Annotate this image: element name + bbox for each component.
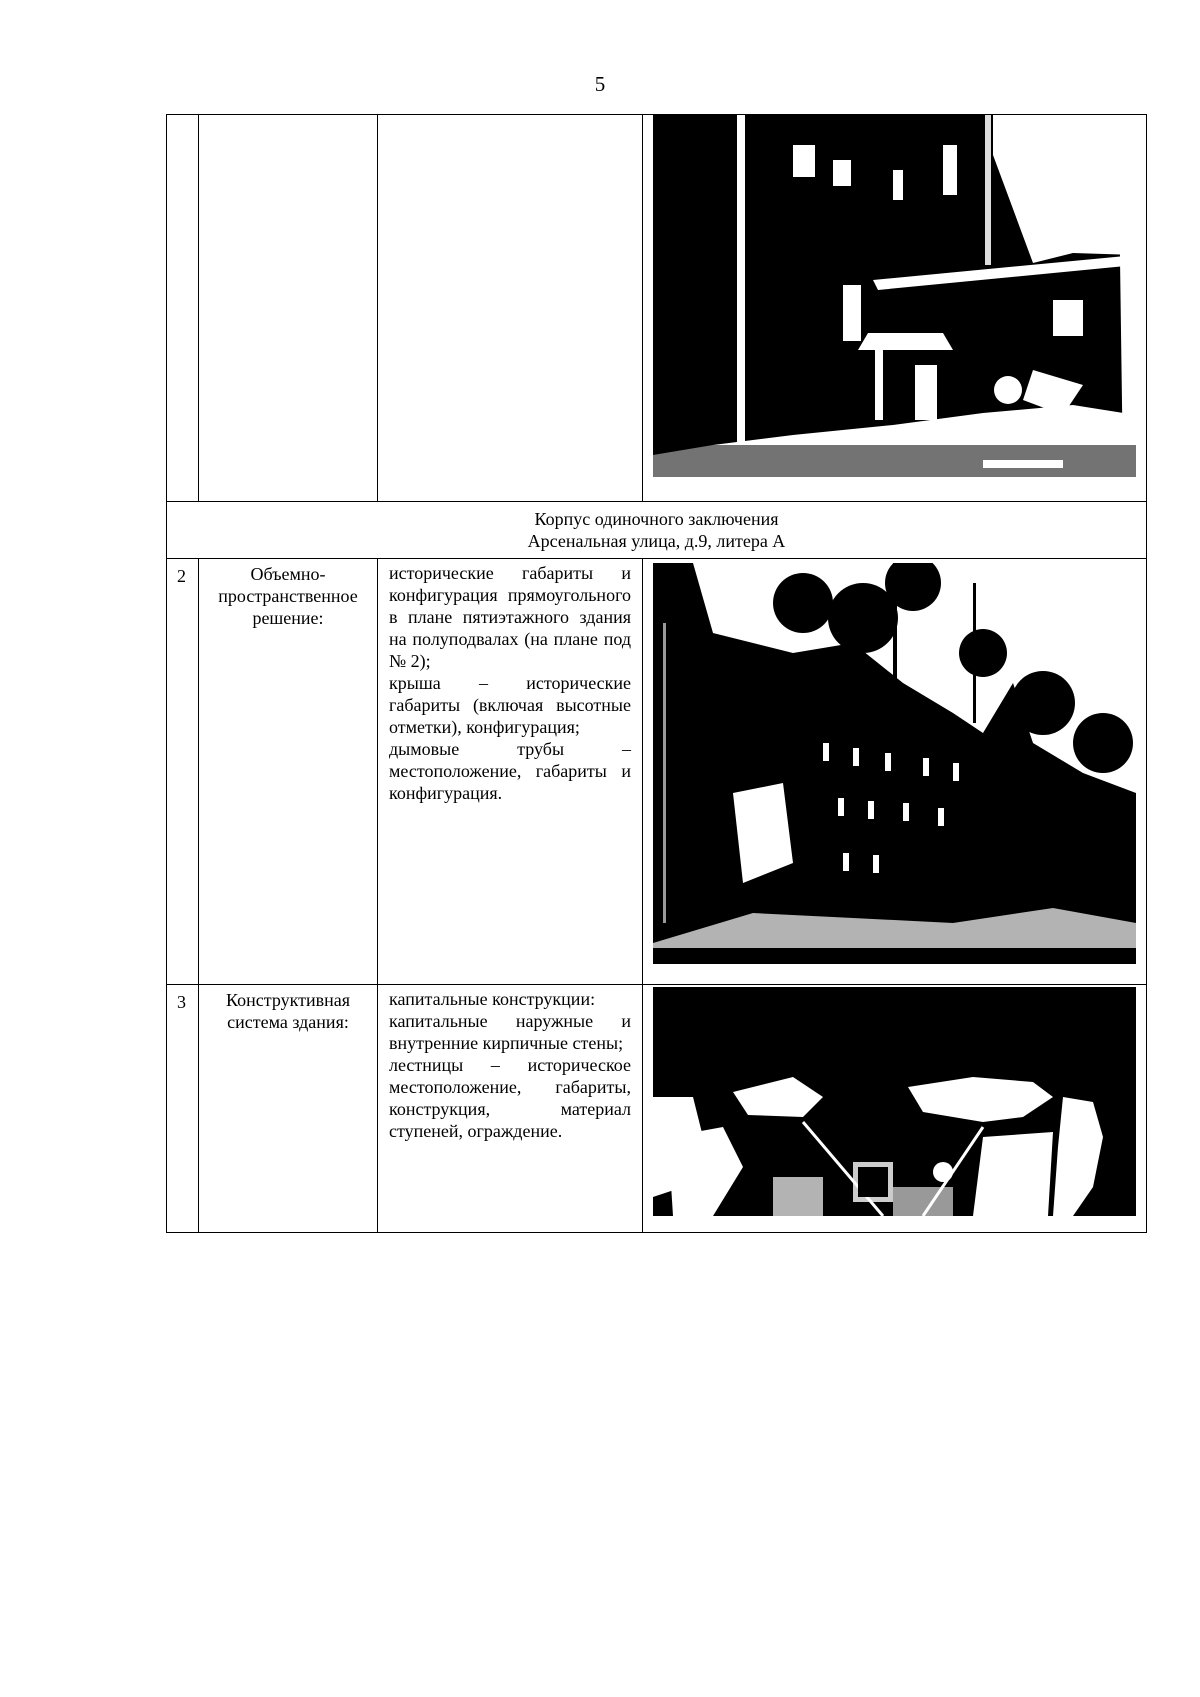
- table-row-3: [167, 985, 1147, 1233]
- page-number: 5: [594, 72, 606, 96]
- cell-number-empty: [167, 115, 199, 502]
- description-paragraph: крыша – исторические габариты (включая высотные отметки), конфигурация;: [389, 673, 631, 737]
- heritage-table: [166, 114, 1147, 1233]
- table-row-2: [167, 559, 1147, 985]
- table-row-section-heading: [167, 502, 1147, 559]
- table-row-continuation: [167, 115, 1147, 502]
- photo-building-courtyard: [653, 115, 1136, 477]
- row-name-line: Конструктивная: [226, 990, 350, 1010]
- description-paragraph: исторические габариты и конфигурация прямоугольного в плане пятиэтажного здания на полуподвалах (на плане под № 2);: [389, 563, 631, 671]
- description-paragraph: капитальные наружные и внутренние кирпичные стены;: [389, 1011, 631, 1053]
- row-name: [199, 985, 378, 1233]
- row-name: [199, 559, 378, 985]
- row-name-line: Объемно-: [250, 564, 326, 584]
- photo-staircase-interior: [653, 987, 1136, 1216]
- photo-building-exterior: [653, 563, 1136, 964]
- row-name-line: решение:: [252, 608, 324, 628]
- row-description: [378, 559, 643, 985]
- row-number: 2: [167, 559, 199, 985]
- section-heading-address: Арсенальная улица, д.9, литера А: [527, 531, 786, 551]
- section-heading-title: Корпус одиночного заключения: [534, 509, 779, 529]
- cell-name-empty: [199, 115, 378, 502]
- row-number: 3: [167, 985, 199, 1233]
- description-paragraph: лестницы – историческое местоположение, габариты, конструкция, материал ступеней, ограждение.: [389, 1055, 631, 1141]
- cell-photo: [643, 115, 1147, 502]
- row-description: [378, 985, 643, 1233]
- row-name-line: система здания:: [227, 1012, 349, 1032]
- cell-photo: [643, 985, 1147, 1233]
- description-paragraph: капитальные конструкции:: [389, 989, 596, 1009]
- section-heading: [167, 502, 1147, 559]
- cell-photo: [643, 559, 1147, 985]
- cell-description-empty: [378, 115, 643, 502]
- row-name-line: пространственное: [218, 586, 358, 606]
- description-paragraph: дымовые трубы – местоположение, габариты и конфигурация.: [389, 739, 631, 803]
